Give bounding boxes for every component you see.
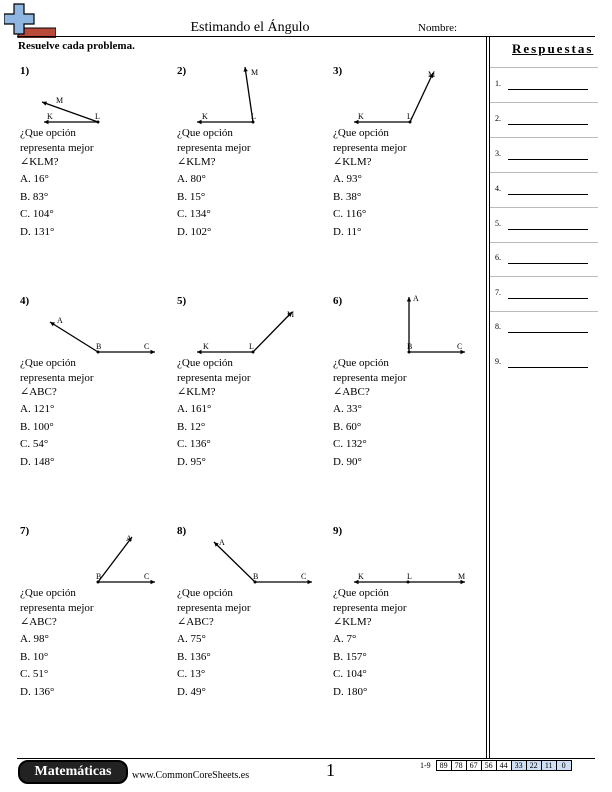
- problem-8: [177, 525, 327, 745]
- answer-blank-line[interactable]: [508, 89, 588, 90]
- angle-diagram: [177, 525, 327, 587]
- choice-option[interactable]: A. 16°: [20, 173, 49, 185]
- question-line: ∠ABC?: [333, 386, 370, 398]
- answer-row-4: [495, 184, 595, 198]
- answer-number: 8.: [495, 322, 501, 331]
- question-line: ∠ABC?: [177, 616, 214, 628]
- problem-number: 2): [177, 65, 187, 77]
- angle-ray: [98, 537, 132, 582]
- answer-separator: [490, 137, 598, 138]
- point-label: A: [126, 534, 132, 543]
- choice-list: [20, 171, 54, 241]
- choice-option[interactable]: D. 95°: [177, 455, 206, 468]
- answer-separator: [490, 207, 598, 208]
- choice-option[interactable]: C. 132°: [333, 438, 367, 450]
- answer-number: 7.: [495, 288, 501, 297]
- choice-option[interactable]: B. 10°: [20, 650, 49, 663]
- answer-separator: [490, 276, 598, 277]
- choice-option[interactable]: C. 54°: [20, 438, 49, 450]
- answer-number: 3.: [495, 149, 501, 158]
- problem-2: [177, 65, 327, 285]
- question-text: [177, 126, 317, 170]
- name-label: Nombre:: [418, 22, 458, 34]
- answer-number: 6.: [495, 253, 501, 262]
- question-line: ∠KLM?: [20, 156, 59, 168]
- choice-list: [177, 631, 211, 701]
- answer-blank-line[interactable]: [508, 194, 588, 195]
- question-line: representa mejor: [20, 371, 94, 384]
- choice-option[interactable]: D. 11°: [333, 225, 362, 238]
- choice-option[interactable]: A. 121°: [20, 403, 55, 415]
- score-cell: 11: [541, 760, 557, 771]
- point-label: B: [96, 572, 102, 581]
- angle-diagram: [177, 65, 327, 127]
- point-label: L: [249, 342, 254, 351]
- answer-row-7: [495, 288, 595, 302]
- answer-blank-line[interactable]: [508, 124, 588, 125]
- point-label: A: [413, 295, 419, 303]
- angle-diagram: [333, 65, 483, 127]
- score-cell: 56: [481, 760, 497, 771]
- problem-number: 3): [333, 65, 343, 77]
- choice-option[interactable]: C. 13°: [177, 668, 206, 680]
- angle-diagram: [177, 295, 327, 357]
- score-table: [420, 760, 572, 771]
- point-label: B: [253, 572, 259, 581]
- choice-option[interactable]: B. 157°: [333, 650, 367, 663]
- question-line: ¿Que opción: [20, 357, 76, 369]
- score-range: 1-9: [420, 761, 431, 770]
- question-line: ∠ABC?: [20, 616, 57, 628]
- answer-separator: [490, 172, 598, 173]
- choice-option[interactable]: D. 180°: [333, 685, 368, 698]
- answer-row-1: [495, 79, 595, 93]
- question-line: representa mejor: [333, 371, 407, 384]
- choice-option[interactable]: D. 131°: [20, 225, 55, 238]
- arrow-head-icon: [197, 350, 202, 354]
- answer-separator: [490, 67, 598, 68]
- point-label: C: [457, 342, 463, 351]
- page-number: 1: [326, 760, 335, 780]
- question-line: ¿Que opción: [20, 127, 76, 139]
- question-text: [20, 356, 160, 400]
- question-line: ∠KLM?: [177, 386, 216, 398]
- angle-ray: [410, 73, 433, 122]
- answer-number: 1.: [495, 79, 501, 88]
- arrow-head-icon: [151, 350, 156, 354]
- score-cell: 0: [556, 760, 572, 771]
- choice-option[interactable]: A. 33°: [333, 403, 362, 415]
- point-label: L: [407, 112, 412, 121]
- score-cell: 22: [526, 760, 542, 771]
- choice-option[interactable]: C. 134°: [177, 208, 211, 220]
- choice-option[interactable]: A. 161°: [177, 403, 212, 415]
- choice-option[interactable]: A. 7°: [333, 633, 357, 645]
- choice-option[interactable]: B. 60°: [333, 420, 362, 433]
- angle-ray: [50, 322, 98, 352]
- choice-list: [333, 631, 367, 701]
- answer-row-5: [495, 219, 595, 233]
- question-line: ∠KLM?: [333, 156, 372, 168]
- angle-diagram: [20, 295, 170, 357]
- question-line: representa mejor: [333, 141, 407, 154]
- question-text: [177, 586, 317, 630]
- angle-diagram: [333, 295, 483, 357]
- problem-7: [20, 525, 170, 745]
- choice-option[interactable]: D. 136°: [20, 685, 55, 698]
- point-label: A: [219, 538, 225, 547]
- choice-option[interactable]: D. 90°: [333, 455, 362, 468]
- question-line: ∠KLM?: [177, 156, 216, 168]
- problem-6: [333, 295, 483, 515]
- problem-9: [333, 525, 483, 745]
- choice-list: [20, 401, 54, 471]
- arrow-head-icon: [308, 580, 313, 584]
- problem-number: 8): [177, 525, 187, 537]
- choice-list: [333, 171, 366, 241]
- point-label: L: [95, 112, 100, 121]
- point-label: K: [358, 112, 364, 121]
- choice-option[interactable]: A. 93°: [333, 173, 362, 185]
- question-text: [333, 586, 473, 630]
- answer-separator: [490, 102, 598, 103]
- point-label: M: [251, 68, 259, 77]
- choice-option[interactable]: B. 100°: [20, 420, 54, 433]
- answer-column-border: [486, 36, 487, 758]
- problem-number: 1): [20, 65, 30, 77]
- point-label: L: [407, 572, 412, 581]
- footer-divider: [17, 758, 595, 759]
- answers-heading: Respuestas: [512, 41, 594, 56]
- answer-separator: [490, 311, 598, 312]
- choice-list: [177, 171, 211, 241]
- question-line: ¿Que opción: [177, 587, 233, 599]
- answer-row-3: [495, 149, 595, 163]
- instructions: Resuelve cada problema.: [18, 40, 135, 52]
- point-label: M: [56, 96, 64, 105]
- answer-row-6: [495, 253, 595, 267]
- answer-blank-line[interactable]: [508, 263, 588, 264]
- brand-badge: Matemáticas: [18, 760, 128, 784]
- answer-blank-line[interactable]: [508, 298, 588, 299]
- point-label: C: [144, 342, 150, 351]
- choice-option[interactable]: C. 104°: [20, 208, 54, 220]
- plus-logo-icon: [4, 2, 56, 38]
- question-line: ∠ABC?: [20, 386, 57, 398]
- choice-option[interactable]: D. 102°: [177, 225, 212, 238]
- question-text: [333, 356, 473, 400]
- problem-5: [177, 295, 327, 515]
- choice-list: [177, 401, 211, 471]
- point-label: B: [407, 342, 413, 351]
- answer-number: 9.: [495, 357, 501, 366]
- choice-option[interactable]: C. 136°: [177, 438, 211, 450]
- score-cell: 44: [496, 760, 512, 771]
- arrow-head-icon: [197, 120, 202, 124]
- point-label: C: [301, 572, 307, 581]
- choice-option[interactable]: B. 136°: [177, 650, 211, 663]
- choice-option[interactable]: B. 15°: [177, 190, 206, 203]
- question-line: representa mejor: [177, 601, 251, 614]
- point-label: C: [144, 572, 150, 581]
- choice-option[interactable]: C. 51°: [20, 668, 49, 680]
- header-divider: [17, 36, 595, 37]
- answer-number: 4.: [495, 184, 501, 193]
- angle-ray: [214, 542, 255, 582]
- choice-option[interactable]: C. 116°: [333, 208, 367, 220]
- choice-option[interactable]: A. 98°: [20, 633, 49, 645]
- question-line: representa mejor: [20, 601, 94, 614]
- question-line: representa mejor: [177, 141, 251, 154]
- score-cell: 33: [511, 760, 527, 771]
- answer-separator: [490, 242, 598, 243]
- question-line: representa mejor: [177, 371, 251, 384]
- point-label: K: [47, 112, 53, 121]
- question-line: representa mejor: [333, 601, 407, 614]
- choice-option[interactable]: D. 49°: [177, 685, 206, 698]
- point-label: B: [96, 342, 102, 351]
- point-label: K: [202, 112, 208, 121]
- problem-number: 6): [333, 295, 343, 307]
- problem-4: [20, 295, 170, 515]
- angle-diagram: [20, 525, 170, 587]
- choice-option[interactable]: B. 83°: [20, 190, 49, 203]
- problem-number: 9): [333, 525, 343, 537]
- question-line: ∠KLM?: [333, 616, 372, 628]
- answer-row-8: [495, 322, 595, 336]
- question-text: [20, 586, 160, 630]
- score-cell: 67: [466, 760, 482, 771]
- problem-3: [333, 65, 483, 285]
- question-text: [20, 126, 160, 170]
- site-url: www.CommonCoreSheets.es: [132, 770, 250, 781]
- problem-number: 5): [177, 295, 187, 307]
- problem-number: 4): [20, 295, 30, 307]
- choice-list: [333, 401, 367, 471]
- score-cell: 89: [436, 760, 452, 771]
- question-line: ¿Que opción: [333, 127, 389, 139]
- choice-option[interactable]: D. 148°: [20, 455, 55, 468]
- answer-column-border-inner: [489, 36, 490, 758]
- point-label: K: [358, 572, 364, 581]
- question-line: ¿Que opción: [333, 587, 389, 599]
- arrow-head-icon: [407, 297, 411, 302]
- answer-row-2: [495, 114, 595, 128]
- question-text: [177, 356, 317, 400]
- question-line: ¿Que opción: [177, 357, 233, 369]
- point-label: A: [57, 316, 63, 325]
- angle-diagram: [333, 525, 483, 587]
- choice-option[interactable]: A. 80°: [177, 173, 206, 185]
- point-label: M: [287, 310, 295, 319]
- question-line: representa mejor: [20, 141, 94, 154]
- page-title: Estimando el Ángulo: [190, 20, 310, 35]
- question-line: ¿Que opción: [20, 587, 76, 599]
- problem-1: [20, 65, 170, 285]
- choice-option[interactable]: B. 38°: [333, 190, 362, 203]
- point-label: K: [203, 342, 209, 351]
- point-label: M: [458, 572, 466, 581]
- choice-option[interactable]: B. 12°: [177, 420, 206, 433]
- arrow-head-icon: [151, 580, 156, 584]
- answer-blank-line[interactable]: [508, 367, 588, 368]
- answer-row-9: [495, 357, 595, 371]
- question-line: ¿Que opción: [333, 357, 389, 369]
- question-text: [333, 126, 473, 170]
- answer-blank-line[interactable]: [508, 332, 588, 333]
- answer-number: 2.: [495, 114, 501, 123]
- score-cell: 78: [451, 760, 467, 771]
- answer-blank-line[interactable]: [508, 229, 588, 230]
- answer-number: 5.: [495, 219, 501, 228]
- angle-diagram: [20, 65, 170, 127]
- choice-option[interactable]: C. 104°: [333, 668, 367, 680]
- answer-blank-line[interactable]: [508, 159, 588, 160]
- point-label: L: [251, 112, 256, 121]
- problem-number: 7): [20, 525, 30, 537]
- choice-option[interactable]: A. 75°: [177, 633, 206, 645]
- point-label: M: [428, 70, 436, 79]
- choice-list: [20, 631, 54, 701]
- question-line: ¿Que opción: [177, 127, 233, 139]
